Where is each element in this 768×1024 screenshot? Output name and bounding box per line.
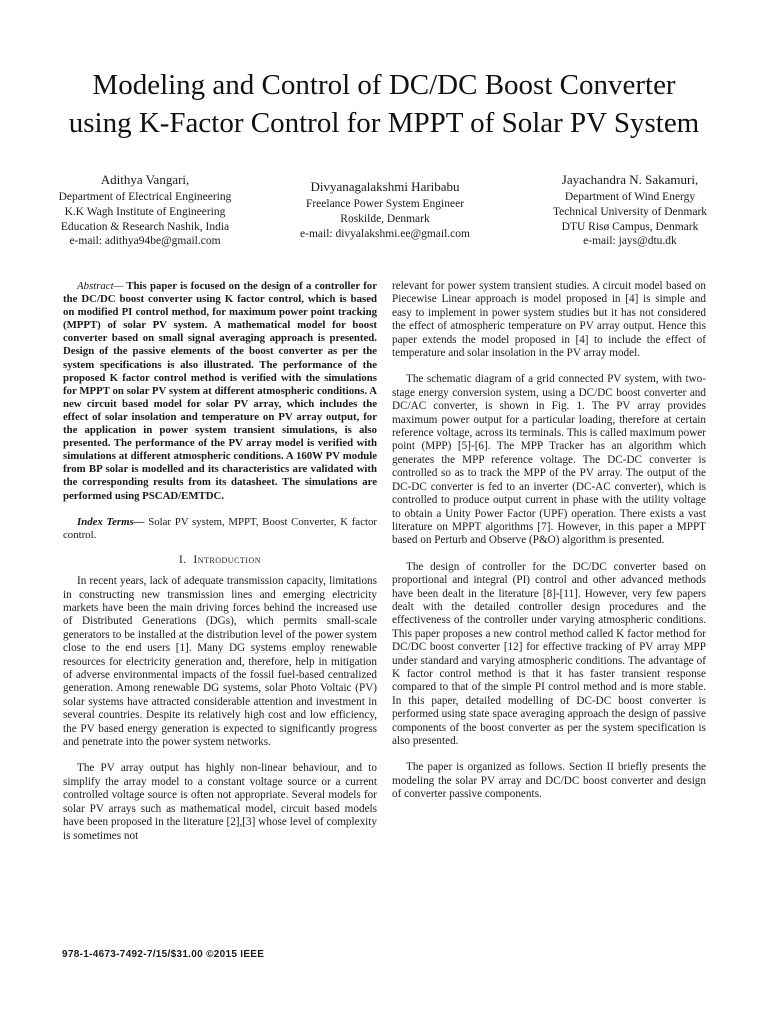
paper-title xyxy=(20,66,748,142)
author-affiliation: Freelance Power System Engineer xyxy=(305,198,465,210)
author-affiliation: Education & Research Nashik, India xyxy=(60,220,230,233)
index-terms-label: Index Terms— xyxy=(77,515,145,528)
author-block-3 xyxy=(520,170,740,249)
body-paragraph: The schematic diagram of a grid connected PV system, with two-stage energy conversion system, using a DC/DC boost converter and DC/AC converter, is shown in Fig. 1. The PV array provides maximum power output for a particular loading, therefore at certain reference voltage, across its terminals. This is called maximum power point (MPP) [5]-[6]. The MPP Tracker has an algorithm which generates the MPP reference voltage. The DC-DC converter is controlled so as to track the MPP of the PV array. The output of the DC-DC converter is fed to an inverter (DC-AC converter), which is controlled to produce output current in phase with the utility voltage to obtain a Unity Power Factor (UPF) operation. There exists a vast literature on MPPT algorithms [7]. However, in this paper a MPPT based on Perturb and Observe (P&O) algorithm is presented. xyxy=(392,373,706,547)
section-heading xyxy=(63,554,377,567)
abstract xyxy=(63,280,377,503)
body-paragraph: The PV array output has highly non-linear behaviour, and to simplify the array model to a constant voltage source or a current controlled voltage source is often not appropriate. Several models for solar PV arrays such as mathematical model, circuit based models have been proposed in the literature [2],[3] whose level of complexity is sometimes not xyxy=(63,762,377,842)
abstract-text: This paper is focused on the design of a controller for the DC/DC boost converter using K factor control, which is based on modified PI control method, for maximum power point tracking (MPPT) of solar PV system. A mathematical model for boost converter based on small signal averaging approach is presented. Design of the passive elements of the boost converter as per the system specifications is also illustrated. The performance of the proposed K factor control method is verified with the simulations for MPPT on solar PV system at different atmospheric conditions. A new circuit based model for solar PV array, which includes the effect of solar insolation and temperature on PV array output, for the application in power system transient simulations, is also presented. The performance of the PV array model is verified with simulations at different atmospheric conditions. A 160W PV module from BP solar is modelled and its characteristics are validated with the corresponding results from its datasheet. The simulations are performed using PSCAD/EMTDC. xyxy=(63,280,377,502)
section-number: I. xyxy=(178,553,187,566)
author-block-1 xyxy=(40,170,250,249)
index-terms-text: Solar PV system, MPPT, Boost Converter, K factor control. xyxy=(63,515,377,541)
body-paragraph: relevant for power system transient studies. A circuit model based on Piecewise Linear approach is model proposed in [4] is simple and easy to implement in power system studies but it has not considered the effect of atmospheric temperature on PV array output. Hence this paper extends the model proposed in [4] to include the effect of temperature and solar insolation in the PV array model. xyxy=(392,280,706,360)
right-column xyxy=(392,280,706,802)
author-email: e-mail: divyalakshmi.ee@gmail.com xyxy=(300,227,470,240)
author-name: Adithya Vangari, xyxy=(100,172,190,187)
author-affiliation: Department of Electrical Engineering xyxy=(58,191,232,203)
left-column xyxy=(63,280,377,843)
author-affiliation: Roskilde, Denmark xyxy=(340,212,430,225)
section-title: Introduction xyxy=(193,553,262,566)
body-paragraph: The paper is organized as follows. Section II briefly presents the modeling the solar PV array and DC/DC boost converter and design of converter passive components. xyxy=(392,761,706,801)
author-email: e-mail: adithya94be@gmail.com xyxy=(69,235,221,248)
author-name: Divyanagalakshmi Haribabu xyxy=(310,179,460,194)
title-line-1: Modeling and Control of DC/DC Boost Converter xyxy=(92,69,676,101)
author-name: Jayachandra N. Sakamuri, xyxy=(561,172,699,187)
title-line-2: using K-Factor Control for MPPT of Solar PV System xyxy=(68,107,700,139)
body-paragraph: In recent years, lack of adequate transmission capacity, limitations in constructing new transmission lines and emerging electricity markets have been the main driving forces behind the increased use of Distributed Generations (DGs), which permits small-scale generators to be installed at the distribution level of the power system close to the end users [1]. Many DG systems employ renewable resources for electricity generation and, therefore, help in mitigation of adverse environmental impacts of the fossil fuel-based centralized generation. Among renewable DG systems, solar Photo Voltaic (PV) solar systems have attracted considerable attention and investment in several countries. Despite its relatively high cost and low efficiency, the PV based energy generation is expected to significantly progress and penetrate into the power system networks. xyxy=(63,575,377,749)
index-terms xyxy=(63,516,377,542)
author-affiliation: Technical University of Denmark xyxy=(552,205,708,218)
copyright-footer: 978-1-4673-7492-7/15/$31.00 ©2015 IEEE xyxy=(62,949,265,960)
author-affiliation: Department of Wind Energy xyxy=(564,191,696,203)
abstract-label: Abstract— xyxy=(77,280,124,292)
author-affiliation: K.K Wagh Institute of Engineering xyxy=(64,205,226,218)
author-email: e-mail: jays@dtu.dk xyxy=(583,235,677,248)
author-affiliation: DTU Risø Campus, Denmark xyxy=(561,220,699,233)
author-block-2 xyxy=(275,177,495,241)
body-paragraph: The design of controller for the DC/DC converter based on proportional and integral (PI) control and other advanced methods have been dealt in the literature [8]-[11]. However, very few papers dealt with the detailed controller design procedures and the effectiveness of the controller under varying atmospheric conditions. This paper proposes a new control method called K factor method for DC/DC boost converter [12] for effective tracking of PV array MPP under standard and varying atmospheric conditions. The advantage of K factor control method is that it has faster transient response compared to that of the simple PI control method and is more stable. In this paper, detailed modelling of DC-DC boost converter is performed using state space averaging approach the design of passive components of the boost converter as per the system specification is also presented. xyxy=(392,560,706,747)
